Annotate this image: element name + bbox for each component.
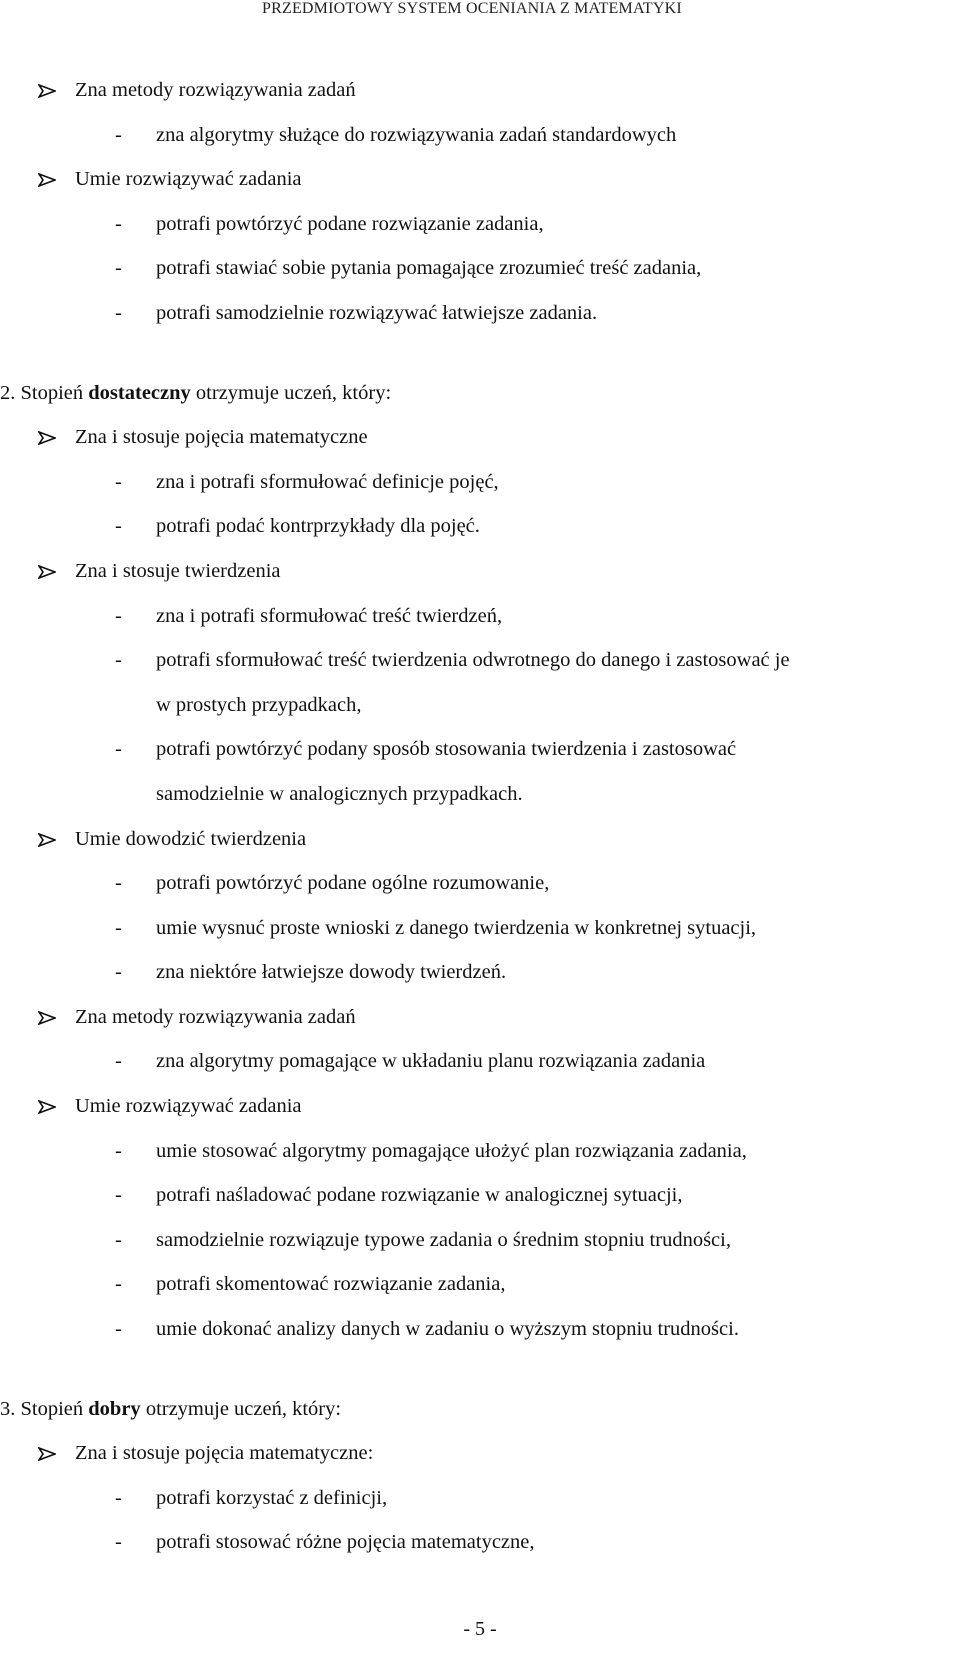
dash-marker: - [115,257,122,280]
list-item [0,1476,960,1521]
list-item [0,861,960,906]
grade-heading [0,1387,960,1432]
header-title: PRZEDMIOTOWY SYSTEM OCENIANIA Z MATEMATYKI [262,0,682,17]
list-item-text: zna algorytmy pomagające w układaniu planu rozwiązania zadania [156,1050,706,1073]
grade-heading-text [0,1387,341,1432]
list-item [0,727,960,772]
grade-heading-text [0,371,391,416]
dash-marker: - [115,649,122,672]
criterion-text: Zna i stosuje pojęcia matematyczne: [75,1442,374,1465]
dash-marker: - [115,301,122,324]
list-item [0,1262,960,1307]
criterion-text: Zna metody rozwiązywania zadań [75,79,356,101]
list-item-text: potrafi skomentować rozwiązanie zadania, [156,1273,506,1296]
dash-marker: - [115,212,122,235]
grade-heading [0,371,960,416]
criterion-text: Umie rozwiązywać zadania [75,168,302,191]
list-item [0,906,960,951]
list-item [0,113,960,158]
dash-marker: - [115,1139,122,1162]
dash-marker: - [115,916,122,939]
list-item-text: potrafi stosować różne pojęcia matematyczne, [156,1531,535,1554]
criterion-text: Zna metody rozwiązywania zadań [75,1005,356,1028]
list-item [0,1129,960,1174]
dash-marker: - [115,470,122,493]
list-item [0,638,960,683]
dash-marker: - [115,123,122,146]
criterion-heading [0,1084,960,1129]
list-item [0,1218,960,1263]
page-footer [0,1618,960,1641]
list-item-text: samodzielnie rozwiązuje typowe zadania o średnim stopniu trudności, [156,1228,731,1251]
criterion-heading [0,1431,960,1476]
list-item [0,1173,960,1218]
list-item [0,291,960,336]
list-item-text: zna i potrafi sformułować treść twierdzeń, [156,604,503,627]
grade-heading-prefix: 3. Stopień [0,1397,89,1420]
grade-heading-prefix: 2. Stopień [0,381,89,404]
arrowhead-bullet-icon [38,431,56,445]
document-body [0,68,960,1565]
arrowhead-bullet-icon [38,84,56,98]
grade-name: dobry [88,1397,141,1420]
list-item-text: potrafi samodzielnie rozwiązywać łatwiejsze zadania. [156,301,598,324]
list-item [0,202,960,247]
arrowhead-bullet-icon [38,173,56,187]
arrowhead-bullet-icon [38,1011,56,1025]
criterion-heading [0,549,960,594]
list-item-text: potrafi powtórzyć podane rozwiązanie zadania, [156,212,544,235]
list-item [0,950,960,995]
criterion-heading [0,817,960,862]
list-item-text: samodzielnie w analogicznych przypadkach. [156,782,523,805]
dash-marker: - [115,1050,122,1073]
list-item [0,594,960,639]
criterion-text: Umie dowodzić twierdzenia [75,827,307,850]
list-item-text: potrafi korzystać z definicji, [156,1486,388,1509]
list-item-text: zna i potrafi sformułować definicje pojęć, [156,470,499,493]
dash-marker: - [115,604,122,627]
dash-marker: - [115,1228,122,1251]
list-item [0,460,960,505]
dash-marker: - [115,1318,122,1341]
list-item-text: umie dokonać analizy danych w zadaniu o wyższym stopniu trudności. [156,1318,739,1341]
dash-marker: - [115,738,122,761]
grade-heading-suffix: otrzymuje uczeń, który: [140,1397,342,1420]
list-item-text: zna algorytmy służące do rozwiązywania zadań standardowych [156,123,677,146]
criterion-text: Zna i stosuje pojęcia matematyczne [75,426,368,449]
list-item-continuation [0,683,960,728]
list-item [0,1307,960,1352]
list-item-text: potrafi stawiać sobie pytania pomagające zrozumieć treść zadania, [156,257,702,280]
grade-heading-suffix: otrzymuje uczeń, który: [190,381,392,404]
list-item [0,1039,960,1084]
list-item-text: potrafi sformułować treść twierdzenia odwrotnego do danego i zastosować je [156,649,790,672]
list-item-text: potrafi powtórzyć podane ogólne rozumowanie, [156,872,550,895]
list-item [0,1520,960,1565]
page-header [262,0,682,18]
criterion-text: Umie rozwiązywać zadania [75,1095,302,1118]
arrowhead-bullet-icon [38,833,56,847]
dash-marker: - [115,1184,122,1207]
list-item-text: w prostych przypadkach, [156,693,362,716]
list-item-text: potrafi podać kontrprzykłady dla pojęć. [156,515,480,538]
page-number: - 5 - [463,1618,497,1640]
criterion-heading [0,995,960,1040]
dash-marker: - [115,961,122,984]
criterion-text: Zna i stosuje twierdzenia [75,559,281,582]
list-item-text: umie stosować algorytmy pomagające ułożyć plan rozwiązania zadania, [156,1139,747,1162]
list-item-text: potrafi naśladować podane rozwiązanie w analogicznej sytuacji, [156,1184,683,1207]
dash-marker: - [115,515,122,538]
list-item [0,504,960,549]
dash-marker: - [115,872,122,895]
arrowhead-bullet-icon [38,565,56,579]
section-gap [0,1352,960,1387]
arrowhead-bullet-icon [38,1447,56,1461]
list-item-text: umie wysnuć proste wnioski z danego twierdzenia w konkretnej sytuacji, [156,916,757,939]
section-gap [0,336,960,371]
grade-name: dostateczny [88,381,191,404]
list-item-text: potrafi powtórzyć podany sposób stosowania twierdzenia i zastosować [156,738,737,761]
list-item [0,246,960,291]
dash-marker: - [115,1486,122,1509]
list-item-continuation [0,772,960,817]
dash-marker: - [115,1273,122,1296]
list-item-text: zna niektóre łatwiejsze dowody twierdzeń. [156,961,507,984]
dash-marker: - [115,1531,122,1554]
arrowhead-bullet-icon [38,1100,56,1114]
criterion-heading [0,415,960,460]
criterion-heading [0,157,960,202]
criterion-heading [0,68,960,113]
